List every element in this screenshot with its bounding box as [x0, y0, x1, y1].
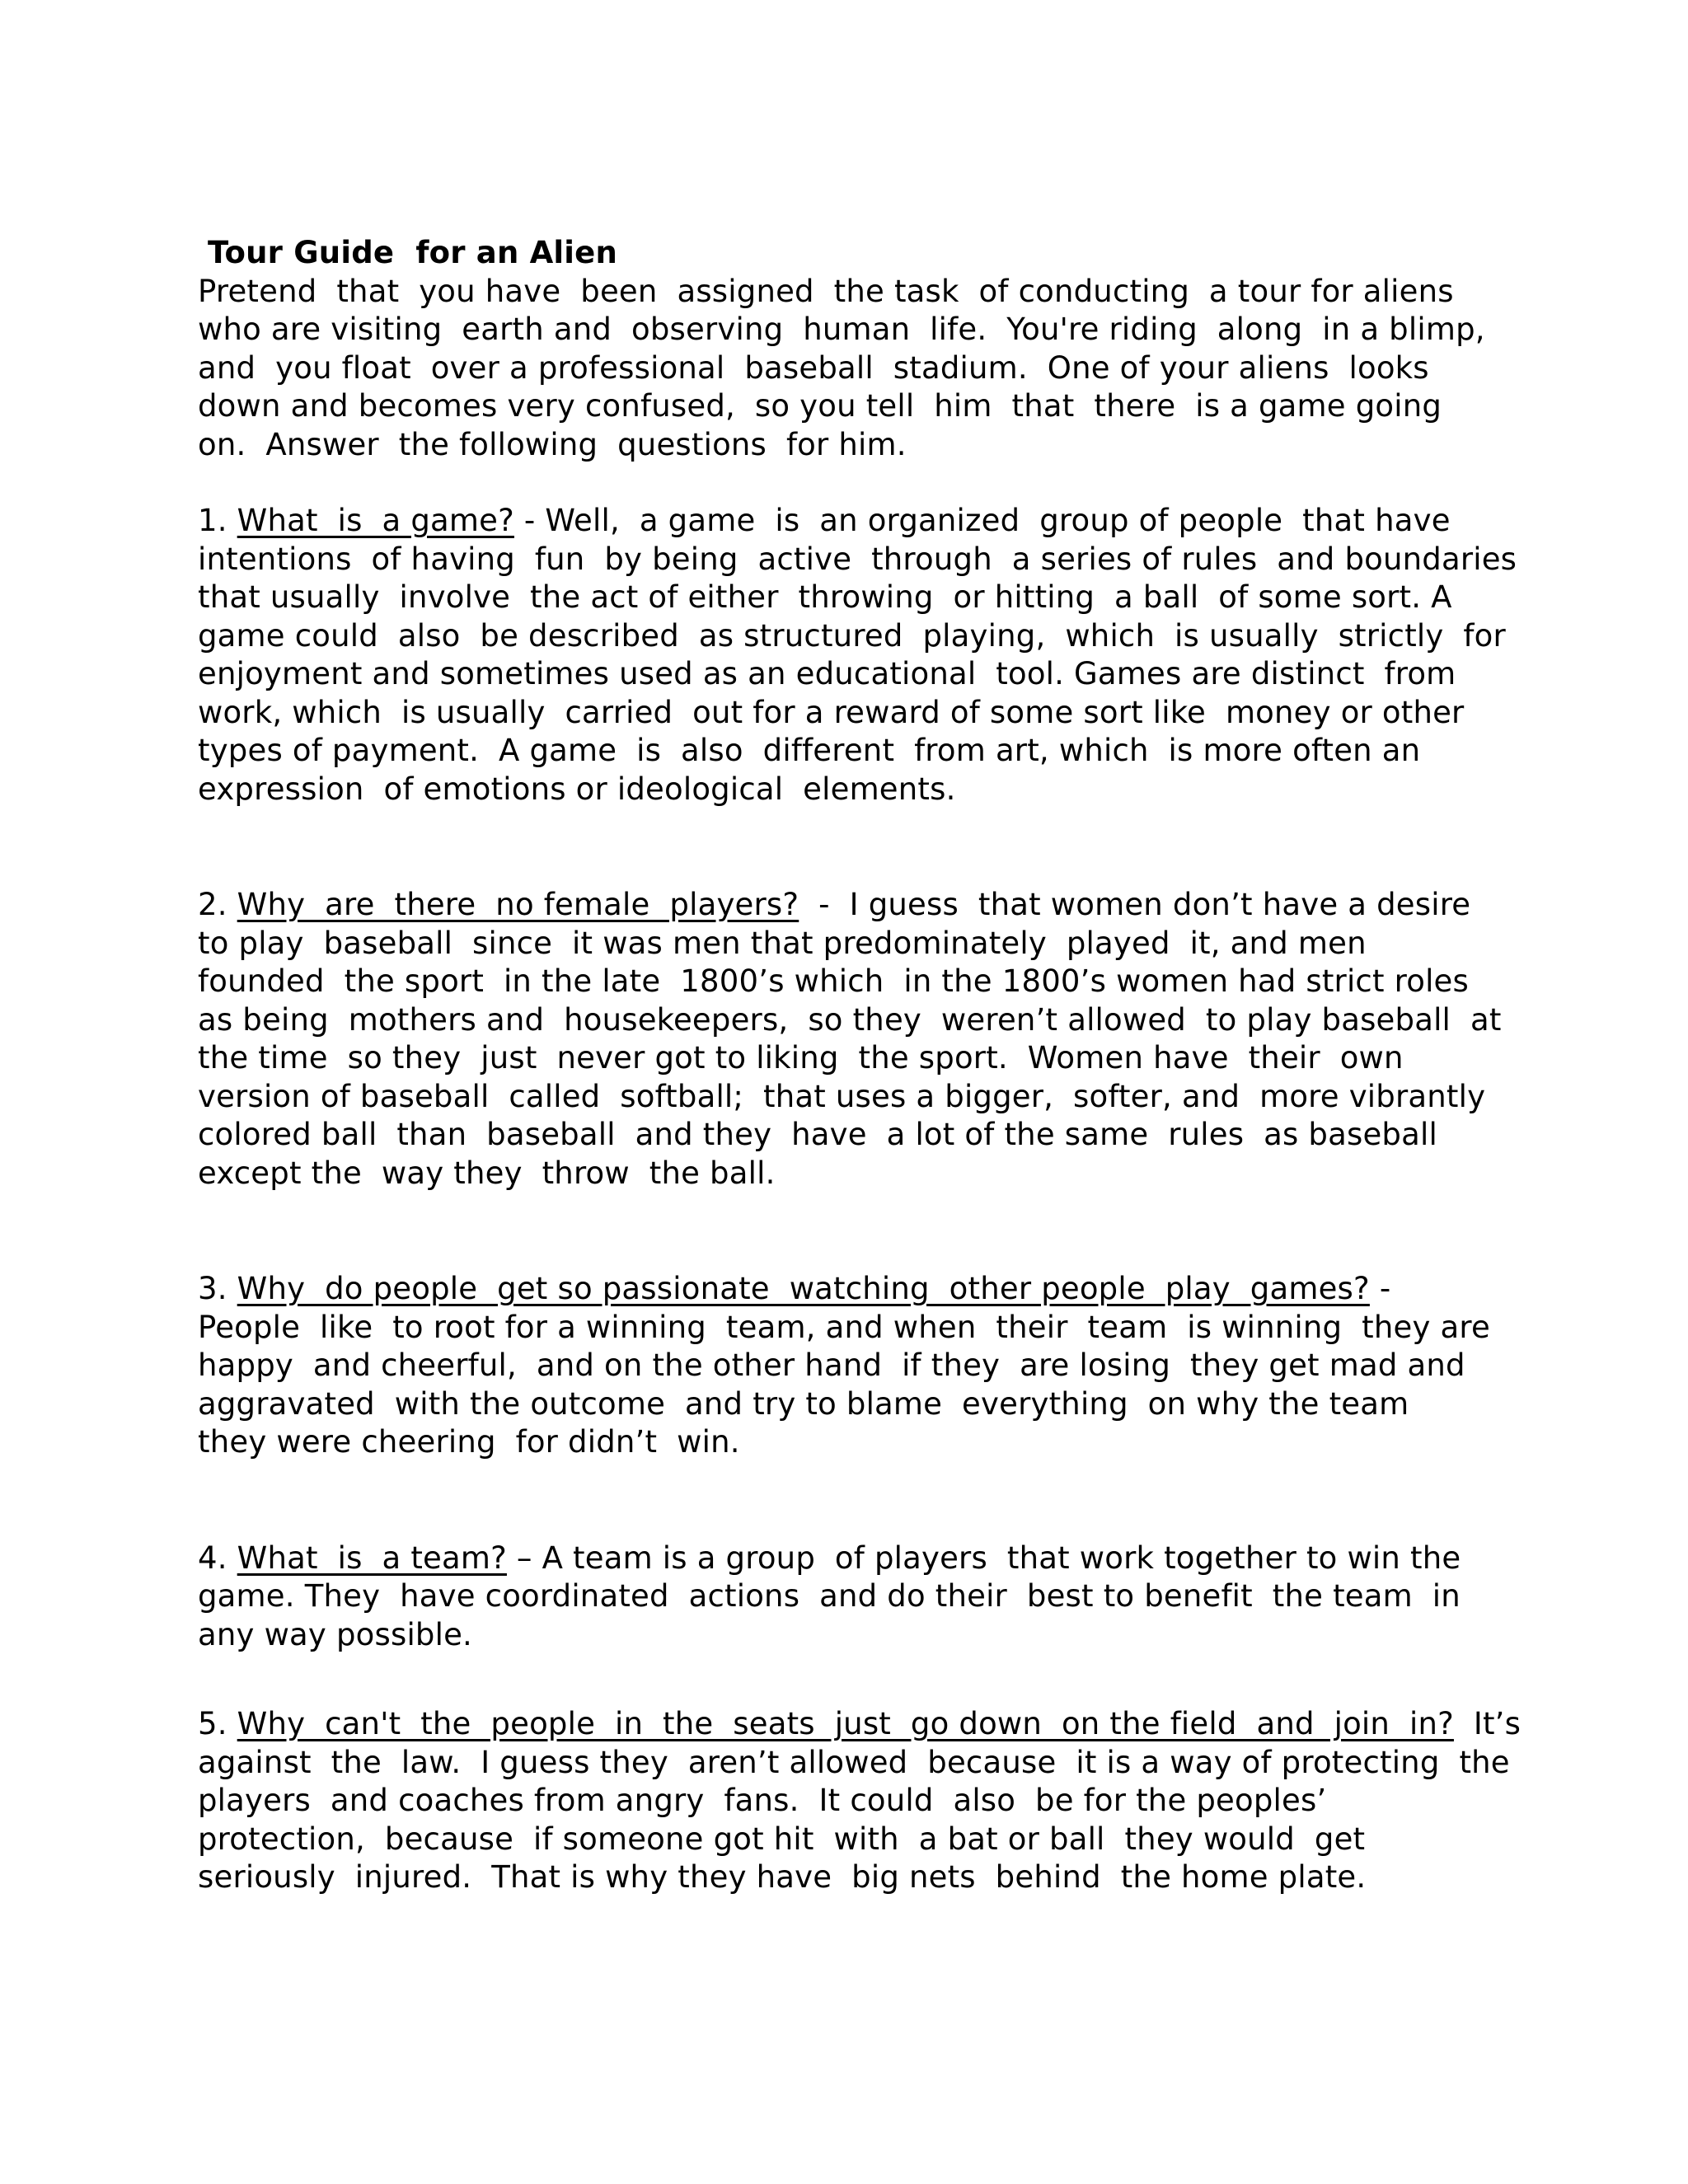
document-body	[198, 234, 1533, 1897]
answer-line: happy and cheerful, and on the other hand if they are losing they get mad and	[198, 1347, 1465, 1383]
answer-line: game. They have coordinated actions and do their best to benefit the team in	[198, 1578, 1461, 1614]
answer-start: - Well, a game is an organized group of people that have	[513, 503, 1451, 538]
question-4	[198, 1540, 1533, 1655]
answer-line: aggravated with the outcome and try to blame everything on why the team	[198, 1385, 1409, 1422]
question-number: 5.	[198, 1706, 237, 1741]
question-1	[198, 502, 1533, 808]
question-text: Why do people get so passionate watching other people play games?	[237, 1271, 1370, 1306]
answer-line: intentions of having fun by being active through a series of rules and boundaries	[198, 541, 1517, 577]
answer-line: version of baseball called softball; that uses a bigger, softer, and more vibrantly	[198, 1078, 1486, 1114]
question-text: Why can't the people in the seats just go down on the field and join in?	[237, 1706, 1454, 1741]
question-text: What is a game?	[237, 503, 514, 538]
answer-line: against the law. I guess they aren’t allowed because it is a way of protecting the	[198, 1744, 1510, 1780]
page-title: Tour Guide for an Alien	[208, 235, 618, 270]
answer-line: seriously injured. That is why they have big nets behind the home plate.	[198, 1859, 1367, 1895]
question-first-line	[198, 1705, 1533, 1744]
answer-start: -	[1369, 1271, 1391, 1306]
question-5	[198, 1705, 1533, 1897]
answer-line: as being mothers and housekeepers, so they weren’t allowed to play baseball at	[198, 1001, 1502, 1038]
answer-line: enjoyment and sometimes used as an educational tool. Games are distinct from	[198, 656, 1456, 691]
intro-paragraph	[198, 273, 1533, 465]
answer-line: players and coaches from angry fans. It could also be for the peoples’	[198, 1783, 1327, 1818]
question-first-line	[198, 502, 1533, 541]
answer-line: colored ball than baseball and they have a lot of the same rules as baseball	[198, 1117, 1437, 1152]
answer-line: that usually involve the act of either throwing or hitting a ball of some sort. A	[198, 579, 1452, 615]
intro-line: and you float over a professional baseball stadium. One of your aliens looks	[198, 349, 1429, 386]
question-3	[198, 1270, 1533, 1462]
answer-start: – A team is a group of players that work together to win the	[506, 1540, 1461, 1576]
question-first-line	[198, 886, 1533, 925]
question-number: 4.	[198, 1540, 237, 1576]
answer-line: any way possible.	[198, 1616, 473, 1652]
intro-line: down and becomes very confused, so you tell him that there is a game going	[198, 388, 1442, 424]
answer-line: except the way they throw the ball.	[198, 1155, 776, 1191]
question-number: 3.	[198, 1271, 237, 1306]
answer-start: It’s	[1453, 1706, 1522, 1741]
answer-line: to play baseball since it was men that predominately played it, and men	[198, 925, 1367, 961]
question-text: What is a team?	[237, 1540, 507, 1576]
answer-line: the time so they just never got to liking the sport. Women have their own	[198, 1040, 1404, 1076]
question-2	[198, 886, 1533, 1193]
intro-line: Pretend that you have been assigned the task of conducting a tour for aliens	[198, 273, 1454, 309]
question-text: Why are there no female players?	[237, 887, 799, 922]
question-first-line	[198, 1540, 1533, 1578]
answer-line: types of payment. A game is also different from art, which is more often an	[198, 733, 1421, 768]
answer-start: - I guess that women don’t have a desire	[799, 887, 1471, 922]
answer-line: they were cheering for didn’t win.	[198, 1424, 740, 1460]
intro-line: on. Answer the following questions for him.	[198, 426, 907, 462]
answer-line: protection, because if someone got hit with a bat or ball they would get	[198, 1821, 1366, 1857]
intro-line: who are visiting earth and observing human life. You're riding along in a blimp,	[198, 312, 1485, 347]
answer-line: game could also be described as structured playing, which is usually strictly for	[198, 617, 1506, 654]
question-first-line	[198, 1270, 1533, 1309]
answer-line: work, which is usually carried out for a reward of some sort like money or other	[198, 694, 1465, 730]
question-number: 2.	[198, 887, 237, 922]
question-number: 1.	[198, 503, 237, 538]
answer-line: expression of emotions or ideological elements.	[198, 771, 956, 807]
answer-line: People like to root for a winning team, and when their team is winning they are	[198, 1309, 1490, 1345]
answer-line: founded the sport in the late 1800’s which in the 1800’s women had strict roles	[198, 963, 1470, 999]
